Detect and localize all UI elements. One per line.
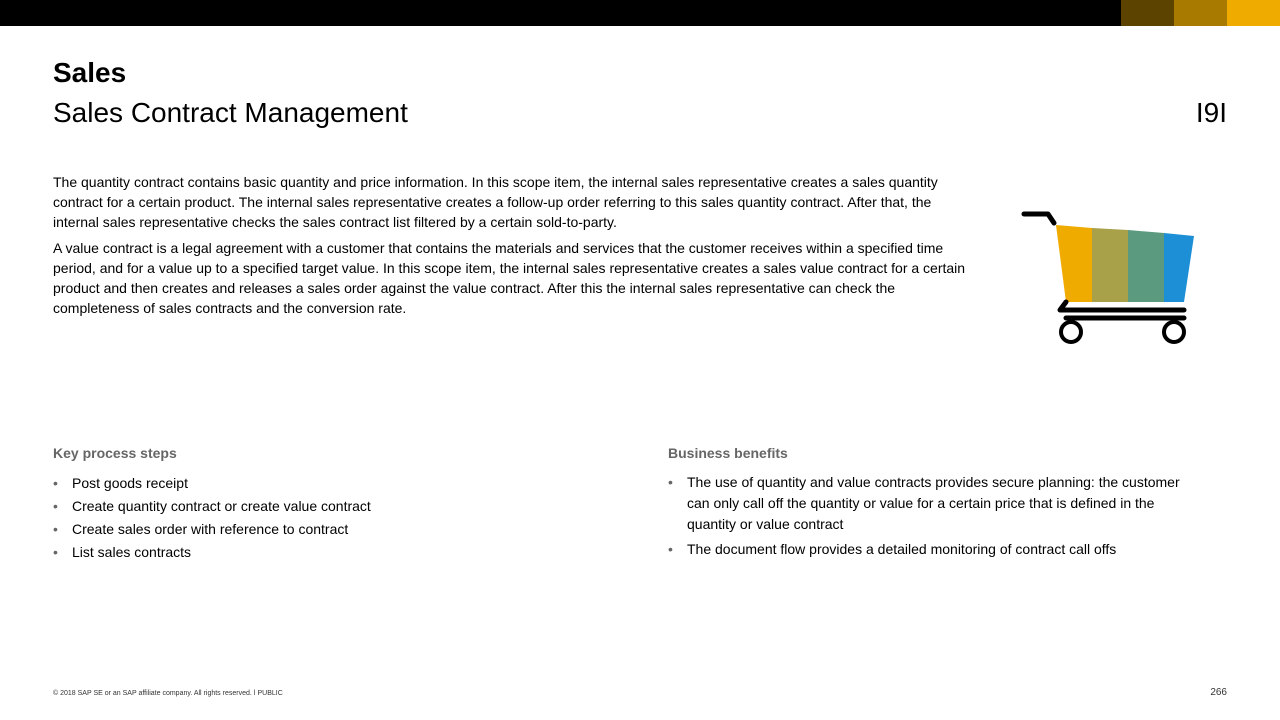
top-bar-swatch-light	[1227, 0, 1280, 26]
key-steps-heading: Key process steps	[53, 445, 177, 461]
scope-item-id: I9I	[1195, 97, 1227, 128]
cart-wheel-left	[1061, 322, 1081, 342]
cart-segment-3	[1128, 230, 1164, 302]
shopping-cart-icon	[1018, 205, 1198, 350]
list-item: • Create sales order with reference to contract	[53, 518, 613, 541]
business-benefits	[668, 444, 1198, 564]
intro-paragraph-value: A value contract is a legal agreement with a customer that contains the materials and services that the customer receives within a specified time period, and for a value up to a specified target value. In this scope item, the internal sales representative creates a sales value contract for a certain product and then creates and releases a sales order against the value contract. After this the internal sales representative can check the completeness of sales contracts and the conversion rate.	[53, 240, 966, 316]
benefits-heading: Business benefits	[668, 445, 788, 461]
key-process-steps	[53, 444, 613, 564]
cart-segment-1	[1056, 225, 1092, 302]
list-item: • List sales contracts	[53, 541, 613, 564]
list-item: • Post goods receipt	[53, 472, 613, 495]
list-item: • Create quantity contract or create value contract	[53, 495, 613, 518]
top-bar-swatch-dark	[1121, 0, 1174, 26]
benefits-list	[668, 472, 1198, 560]
intro-text	[53, 172, 973, 324]
page-number: 266	[1210, 687, 1227, 698]
cart-segment-2	[1092, 228, 1128, 302]
list-item: • The document flow provides a detailed monitoring of contract call offs	[668, 539, 1198, 560]
top-bar	[0, 0, 1280, 26]
list-item: • The use of quantity and value contracts provides secure planning: the customer can only call off the quantity or value for a certain price that is defined in the quantity or value contract	[668, 472, 1198, 535]
intro-paragraph-quantity: The quantity contract contains basic quantity and price information. In this scope item, the internal sales representative creates a sales quantity contract for a certain product. The internal sales representative creates a follow-up order referring to this sales quantity contract. After that, the internal sales representative checks the sales contract list filtered by a certain sold-to-party.	[53, 174, 938, 230]
footer-copyright: © 2018 SAP SE or an SAP affiliate company. All rights reserved. ǀ PUBLIC	[53, 690, 283, 697]
key-steps-list	[53, 472, 613, 564]
page-subtitle: Sales Contract Management	[53, 97, 408, 128]
page-title: Sales	[53, 57, 127, 88]
cart-wheel-right	[1164, 322, 1184, 342]
cart-segment-4	[1164, 233, 1194, 302]
top-bar-swatch-medium	[1174, 0, 1227, 26]
